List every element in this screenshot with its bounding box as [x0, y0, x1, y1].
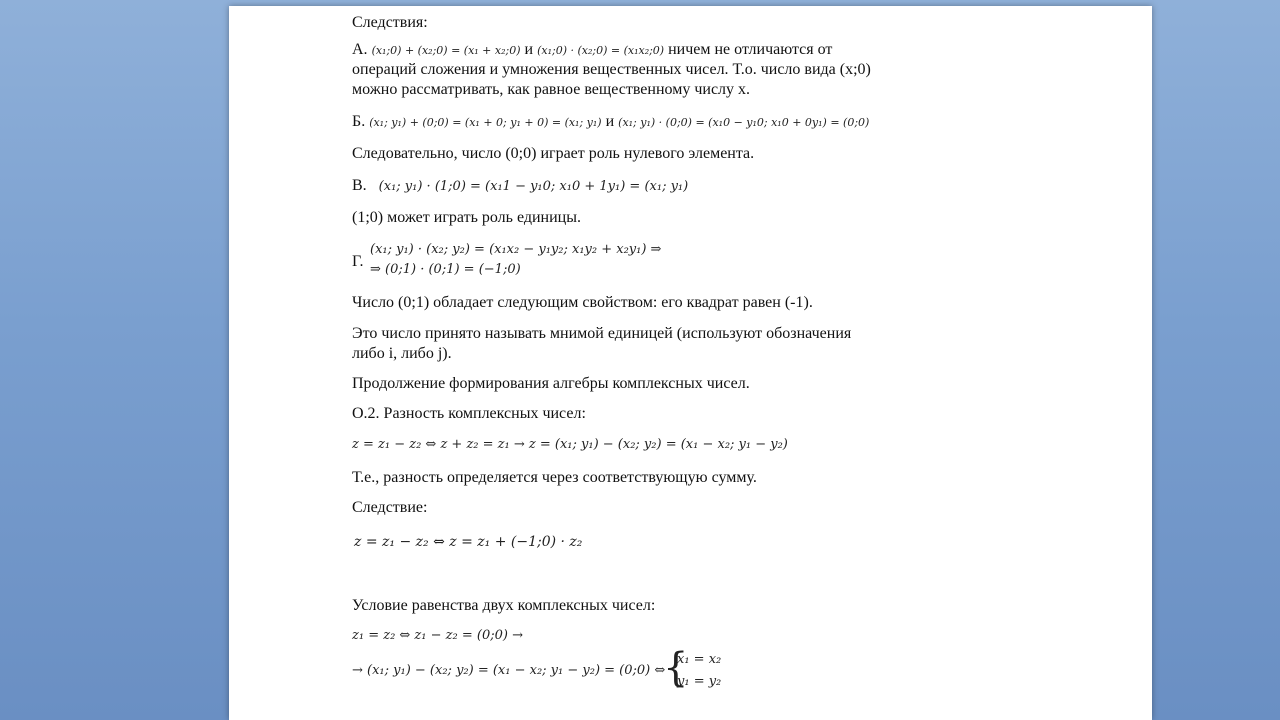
continuation-text: Продолжение формирования алгебры комплексных чисел.: [352, 375, 750, 392]
item-a-line2: операций сложения и умножения вещественных чисел. Т.о. число вида (x;0): [352, 61, 871, 78]
item-v-line: [352, 176, 688, 197]
item-a-line1: [352, 40, 832, 61]
item-b-label: Б.: [352, 113, 366, 130]
system-brace: {: [663, 645, 689, 691]
item-v-formula: (x₁; y₁) · (1;0) = (x₁1 − y₁0; x₁0 + 1y₁) = (x₁; y₁): [378, 179, 689, 194]
difference-formula: z = z₁ − z₂ ⇔ z + z₂ = z₁ → z = (x₁; y₁) − (x₂; y₂) = (x₁ − x₂; y₁ − y₂): [352, 437, 788, 452]
square-property-text: Число (0;1) обладает следующим свойством: его квадрат равен (-1).: [352, 294, 813, 311]
item-a-and: и: [524, 41, 534, 58]
item-a-label: А.: [352, 41, 368, 58]
item-a-sum-formula: (x₁;0) + (x₂;0) = (x₁ + x₂;0): [371, 44, 521, 57]
item-g-label: Г.: [352, 253, 364, 270]
equality-heading: Условие равенства двух комплексных чисел:: [352, 597, 656, 614]
equality-formula-line1: z₁ = z₂ ⇔ z₁ − z₂ = (0;0) →: [352, 628, 523, 643]
consequence-heading: Следствие:: [352, 499, 428, 516]
item-b-and: и: [605, 113, 615, 130]
item-b-product-formula: (x₁; y₁) · (0;0) = (x₁0 − y₁0; x₁0 + 0y₁) = (0;0): [618, 116, 870, 129]
item-g-formula-line2: ⇒ (0;1) · (0;1) = (−1;0): [370, 262, 521, 277]
heading-consequences: Следствия:: [352, 14, 428, 31]
item-g-formula-line1: (x₁; y₁) · (x₂; y₂) = (x₁x₂ − y₁y₂; x₁y₂ + x₂y₁) ⇒: [370, 242, 662, 257]
consequence-formula: z = z₁ − z₂ ⇔ z = z₁ + (−1;0) · z₂: [354, 534, 583, 550]
system-equation-1: x₁ = x₂: [677, 652, 722, 667]
item-b-sum-formula: (x₁; y₁) + (0;0) = (x₁ + 0; y₁ + 0) = (x₁; y₁): [369, 116, 602, 129]
zero-element-text: Следовательно, число (0;0) играет роль нулевого элемента.: [352, 145, 755, 162]
item-a-text1: ничем не отличаются от: [668, 41, 833, 58]
equality-formula-line2: → (x₁; y₁) − (x₂; y₂) = (x₁ − x₂; y₁ − y₂) = (0;0) ⇔: [352, 663, 666, 678]
unit-text: (1;0) может играть роль единицы.: [352, 209, 581, 226]
imaginary-unit-line2: либо i, либо j).: [352, 345, 452, 362]
definition-o2: О.2. Разность комплексных чисел:: [352, 405, 586, 422]
item-b-line: [352, 112, 869, 133]
document-page: [229, 6, 1152, 720]
system-equation-2: y₁ = y₂: [677, 674, 722, 689]
item-a-line3: можно рассматривать, как равное вещественному числу x.: [352, 81, 751, 98]
imaginary-unit-line1: Это число принято называть мнимой единицей (используют обозначения: [352, 325, 852, 342]
item-a-product-formula: (x₁;0) · (x₂;0) = (x₁x₂;0): [537, 44, 665, 57]
item-v-label: В.: [352, 177, 367, 194]
difference-text: Т.е., разность определяется через соответствующую сумму.: [352, 469, 757, 486]
